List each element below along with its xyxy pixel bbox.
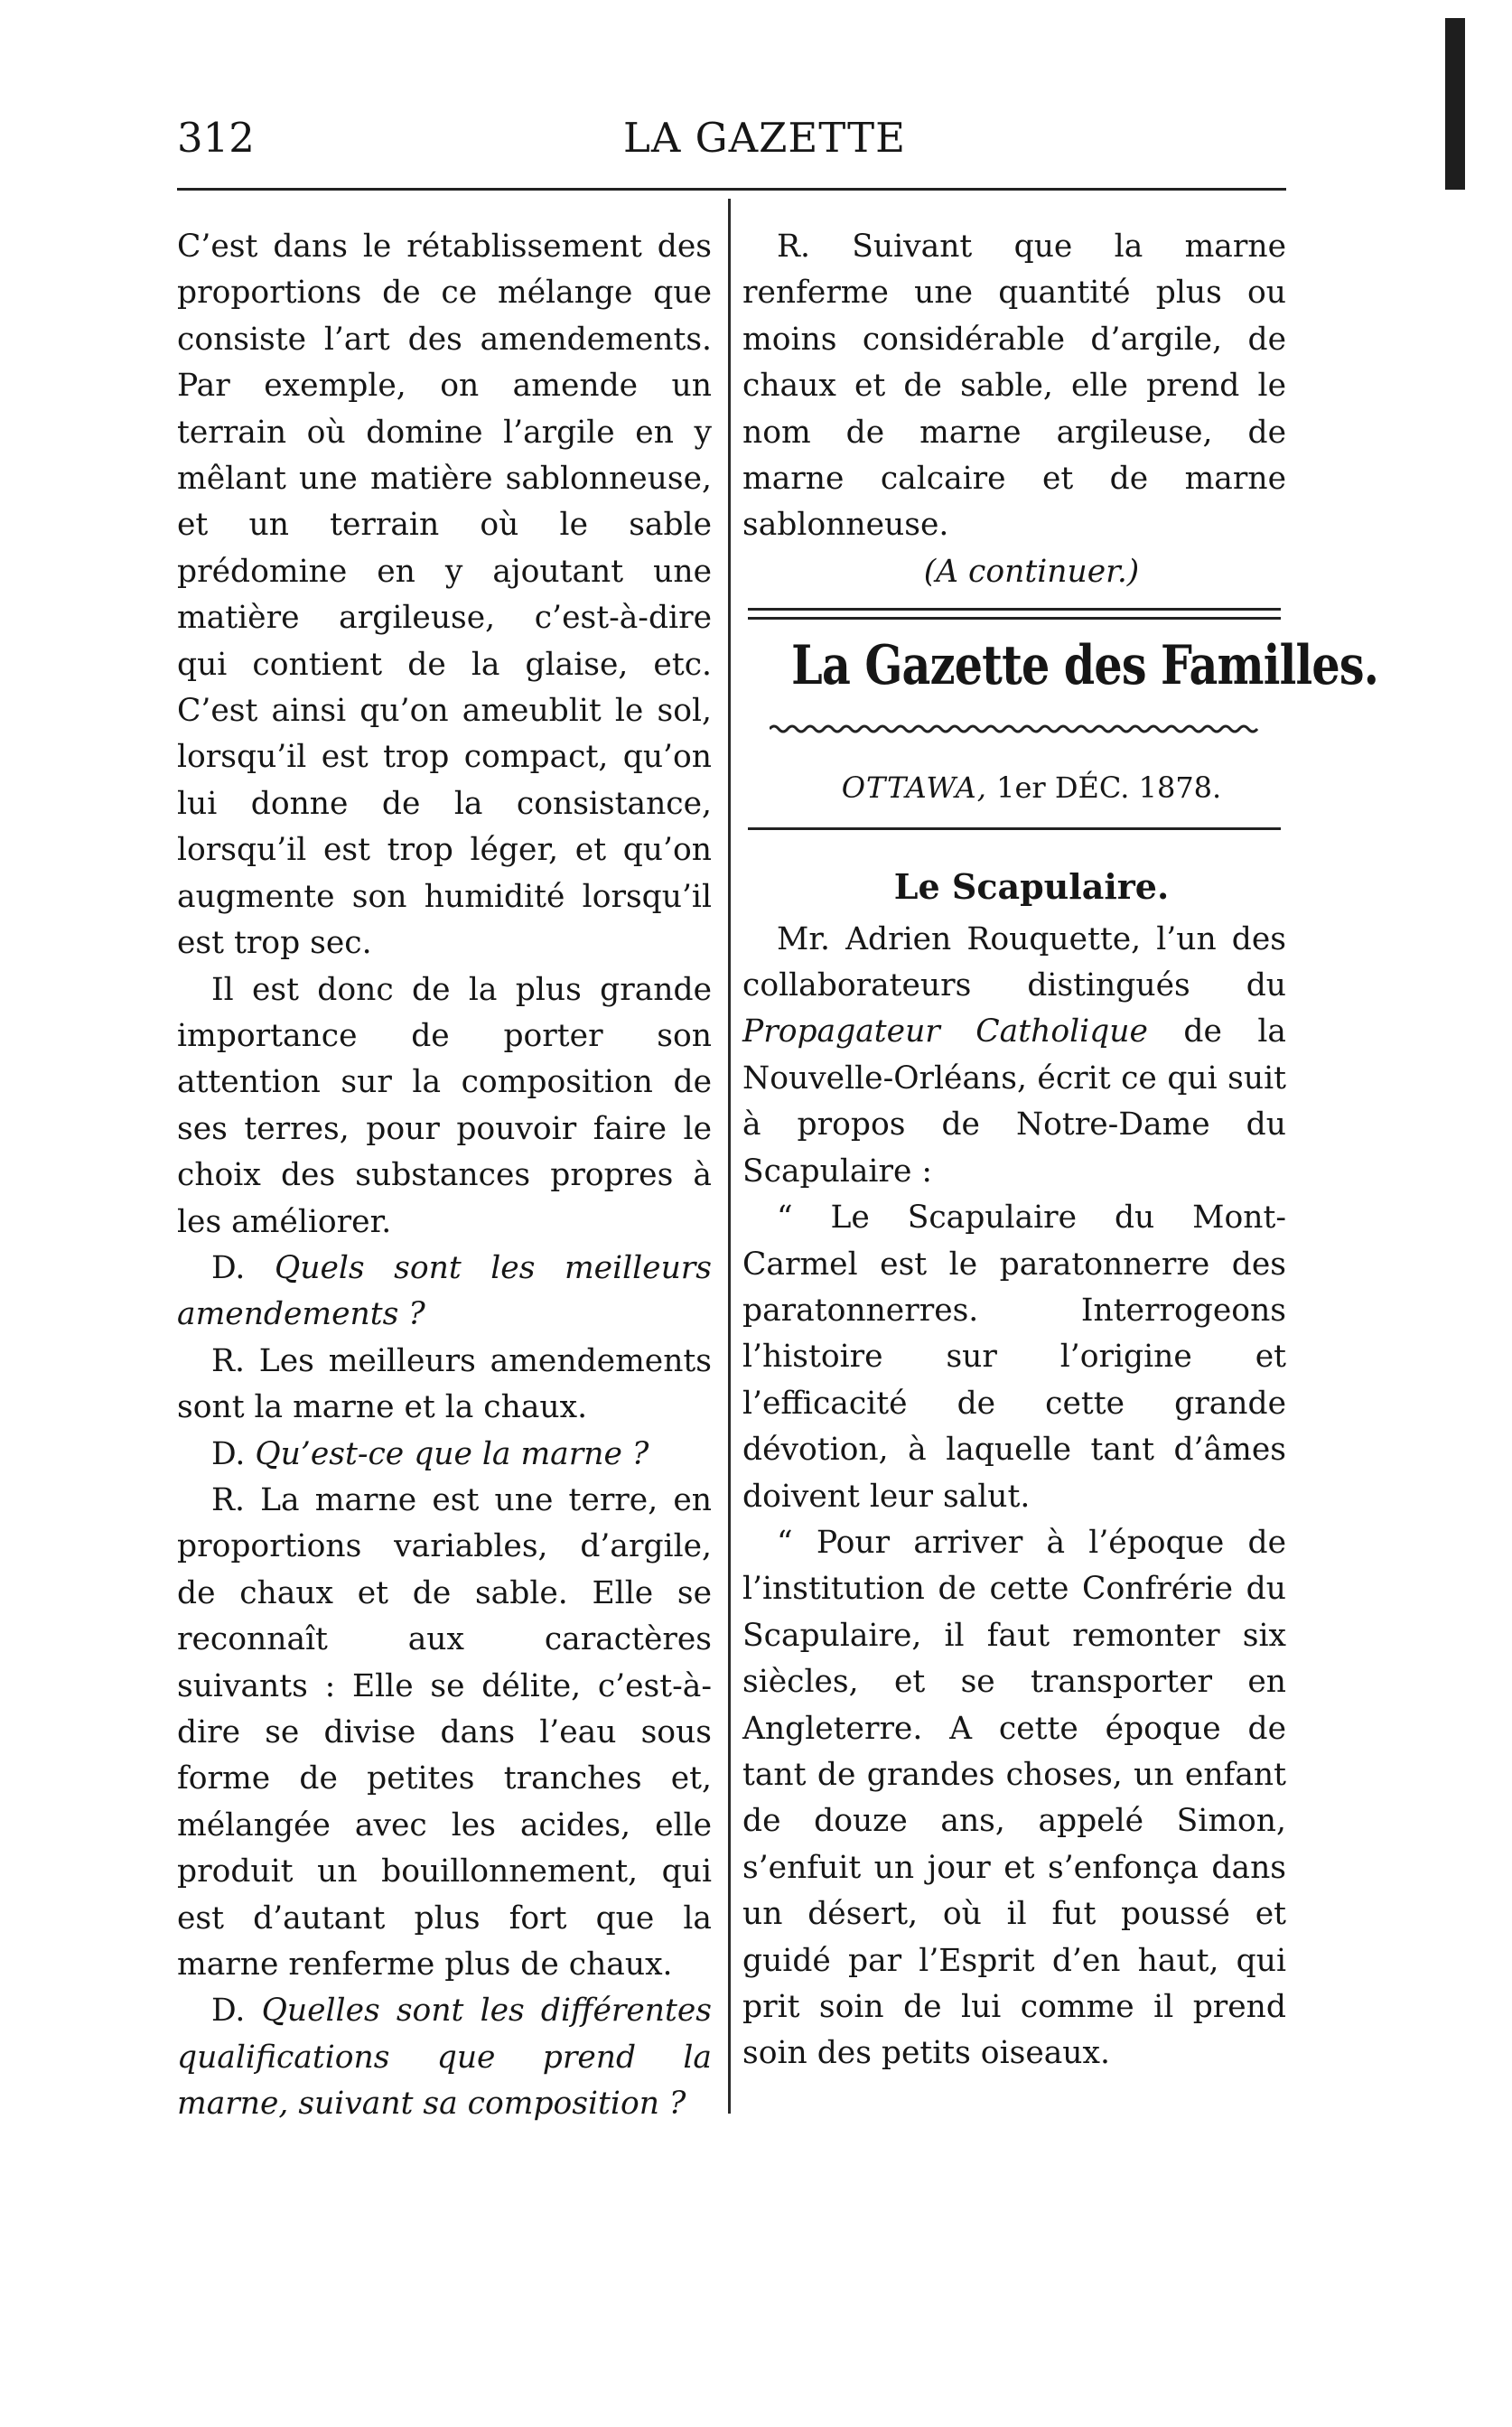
masthead-top-rule	[748, 608, 1281, 620]
intro-text-end: de la Nouvelle-Orléans, écrit ce qui suit à propos de Notre-Dame du Scapulaire :	[742, 1013, 1286, 1190]
wavy-ornament-rule	[770, 721, 1259, 737]
answer-best-amendments: R. Les meilleurs amendements sont la marne et la chaux.	[177, 1342, 712, 1426]
page-edge-mark	[1445, 18, 1465, 190]
dateline-place: OTTAWA,	[841, 770, 987, 805]
question-label: D.	[211, 1435, 246, 1472]
article-paragraph-lightning-rod: “ Le Scapulaire du Mont-Carmel est le paratonnerre des paratonnerres. Interrogeons l’histoire sur l’origine et l’efficacité de cette grande dévotion, à laquelle tant d’âmes doivent leur salut.	[742, 1199, 1286, 1515]
right-column	[742, 224, 1379, 2077]
publication-name: Propagateur Catholique	[742, 1013, 1148, 1050]
question-text: Quelles sont les différentes qualifications que prend la marne, suivant sa composition ?	[177, 1993, 712, 2123]
column-divider	[728, 199, 731, 2114]
paragraph-amendments: C’est dans le rétablissement des proportions de ce mélange que consiste l’art des amendements. Par exemple, on amende un terrain où domine l’argile en y mêlant une matière sablonneuse, et un terrain où le sable prédomine en y ajoutant une matière argileuse, c’est-à-dire qui contient de la glaise, etc. C’est ainsi qu’on ameublit le sol, lorsqu’il est trop compact, qu’on lui donne de la consistance, lorsqu’il est trop léger, et qu’on augmente son humidité lorsqu’il est trop sec.	[177, 229, 712, 962]
question-label: D.	[211, 1249, 246, 1286]
question-what-is-marl	[177, 1432, 712, 1478]
article-paragraph-intro	[742, 917, 1286, 1195]
to-be-continued-note: (A continuer.)	[923, 553, 1140, 590]
dateline-date: 1er DÉC. 1878.	[996, 770, 1222, 805]
question-best-amendments	[177, 1246, 712, 1339]
running-title: LA GAZETTE	[623, 114, 906, 162]
question-text: Quels sont les meilleurs amendements ?	[177, 1249, 713, 1333]
question-text: Qu’est-ce que la marne ?	[255, 1435, 649, 1472]
question-label: D.	[211, 1993, 246, 2030]
answer-what-is-marl: R. La marne est une terre, en proportions variables, d’argile, de chaux et de sable. Elle se reconnaît aux caractères suivants : Elle se délite, c’est-à-dire se divise dans l’eau sous forme de petites tranches et, mélangée avec les acides, elle produit un bouillonnement, qui est d’autant plus fort que la marne renferme plus de chaux.	[177, 1481, 712, 1984]
paragraph-importance: Il est donc de la plus grande importance de porter son attention sur la composition de ses terres, pour pouvoir faire le choix des substances propres à les améliorer.	[177, 971, 712, 1240]
answer-marl-qualifications: R. Suivant que la marne renferme une quantité plus ou moins considérable d’argile, de chaux et de sable, elle prend le nom de marne argileuse, de marne calcaire et de marne sablonneuse.	[742, 229, 1286, 544]
intro-text-start: Mr. Adrien Rouquette, l’un des collaborateurs distingués du	[742, 920, 1286, 1004]
article-paragraph-origin: “ Pour arriver à l’époque de l’institution de cette Confrérie du Scapulaire, il faut remonter six siècles, et se transporter en Angleterre. A cette époque de tant de grandes choses, un enfant de douze ans, appelé Simon, s’enfuit un jour et s’enfonça dans un désert, où il fut poussé et guidé par l’Esprit d’en haut, qui prit soin de lui comme il prend soin des petits oiseaux.	[742, 1524, 1286, 2072]
question-marl-qualifications	[177, 1988, 712, 2127]
article-title: Le Scapulaire.	[893, 865, 1170, 907]
section-masthead: La Gazette des Familles.	[791, 634, 1379, 698]
left-column	[177, 224, 712, 2128]
header-rule	[177, 188, 1286, 191]
dateline	[742, 751, 1286, 824]
page-number: 312	[177, 114, 255, 162]
dateline-rule	[748, 827, 1281, 830]
